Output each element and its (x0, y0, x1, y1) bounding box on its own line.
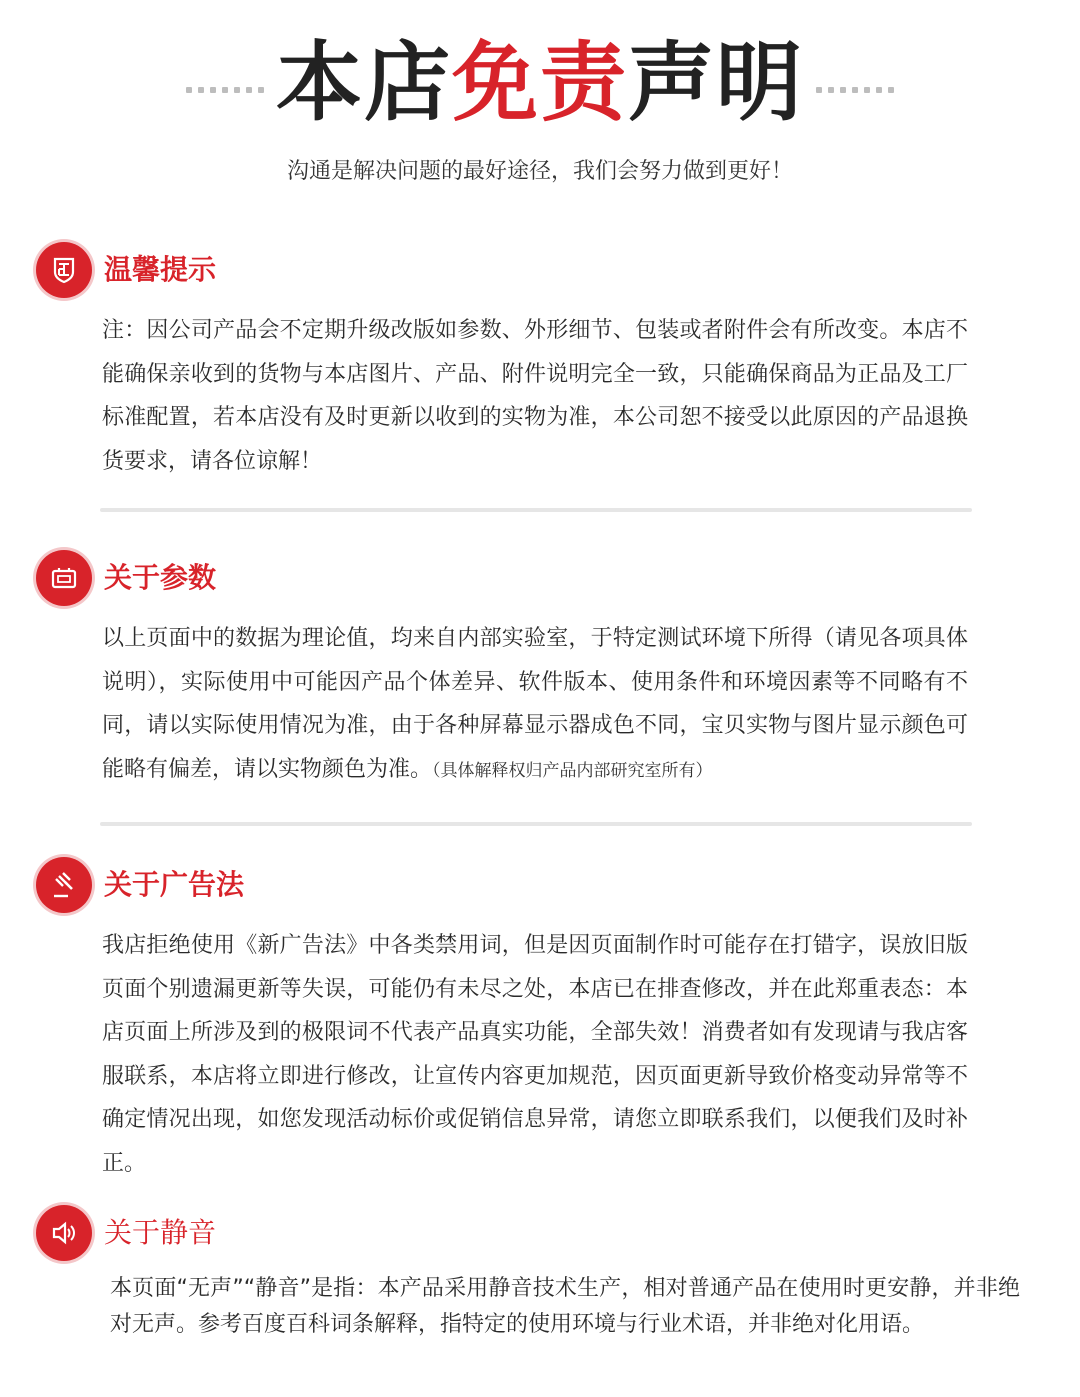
section-title: 关于静音 (104, 1216, 217, 1249)
section-body (102, 617, 968, 793)
divider (100, 508, 972, 512)
seal-zheng-icon (36, 242, 92, 298)
section-title: 关于广告法 (104, 868, 245, 901)
page-subtitle: 沟通是解决问题的最好途径，我们会努力做到更好！ (286, 159, 793, 184)
speaker-icon (36, 1205, 92, 1261)
title-part-1: 本店 (276, 33, 452, 133)
decorative-dots-right (816, 78, 902, 86)
section-title: 温馨提示 (104, 253, 217, 286)
section-body: 本页面“无声”“静音”是指：本产品采用静音技术生产，相对普通产品在使用时更安静，并非绝对无声。参考百度百科词条解释，指特定的使用环境与行业术语，并非绝对化用语。 (110, 1276, 1020, 1337)
title-part-3: 声明 (628, 33, 804, 133)
section-body: 我店拒绝使用《新广告法》中各类禁用词，但是因页面制作时可能存在打错字，误放旧版页面个别遗漏更新等失误，可能仍有未尽之处，本店已在排查修改，并在此郑重表态：本店页面上所涉及到的极限词不代表产品真实功能，全部失效！消费者如有发现请与我店客服联系，本店将立即进行修改，让宣传内容更加规范，因页面更新导致价格变动异常等不确定情况出现，如您发现活动标价或促销信息异常，请您立即联系我们，以便我们及时补正。 (102, 933, 968, 1176)
section-body: 注：因公司产品会不定期升级改版如参数、外形细节、包装或者附件会有所改变。本店不能确保亲收到的货物与本店图片、产品、附件说明完全一致，只能确保商品为正品及工厂标准配置，若本店没有及时更新以收到的实物为准，本公司恕不接受以此原因的产品退换货要求，请各位谅解！ (102, 318, 968, 474)
section-body-text: 以上页面中的数据为理论值，均来自内部实验室，于特定测试环境下所得（请见各项具体说明），实际使用中可能因产品个体差异、软件版本、使用条件和环境因素等不同略有不同，请以实际使用情况为准，由于各种屏幕显示器成色不同，宝贝实物与图片显示颜色可能略有偏差，请以实物颜色为准。 (102, 626, 968, 782)
header (0, 28, 1080, 138)
page-title (0, 28, 1080, 138)
section-title: 关于参数 (104, 561, 217, 594)
title-part-2: 免责 (452, 33, 628, 133)
battery-icon (36, 550, 92, 606)
gavel-icon (36, 857, 92, 913)
divider (100, 822, 972, 826)
section-note: （具体解释权归产品内部研究室所有） (432, 760, 713, 781)
